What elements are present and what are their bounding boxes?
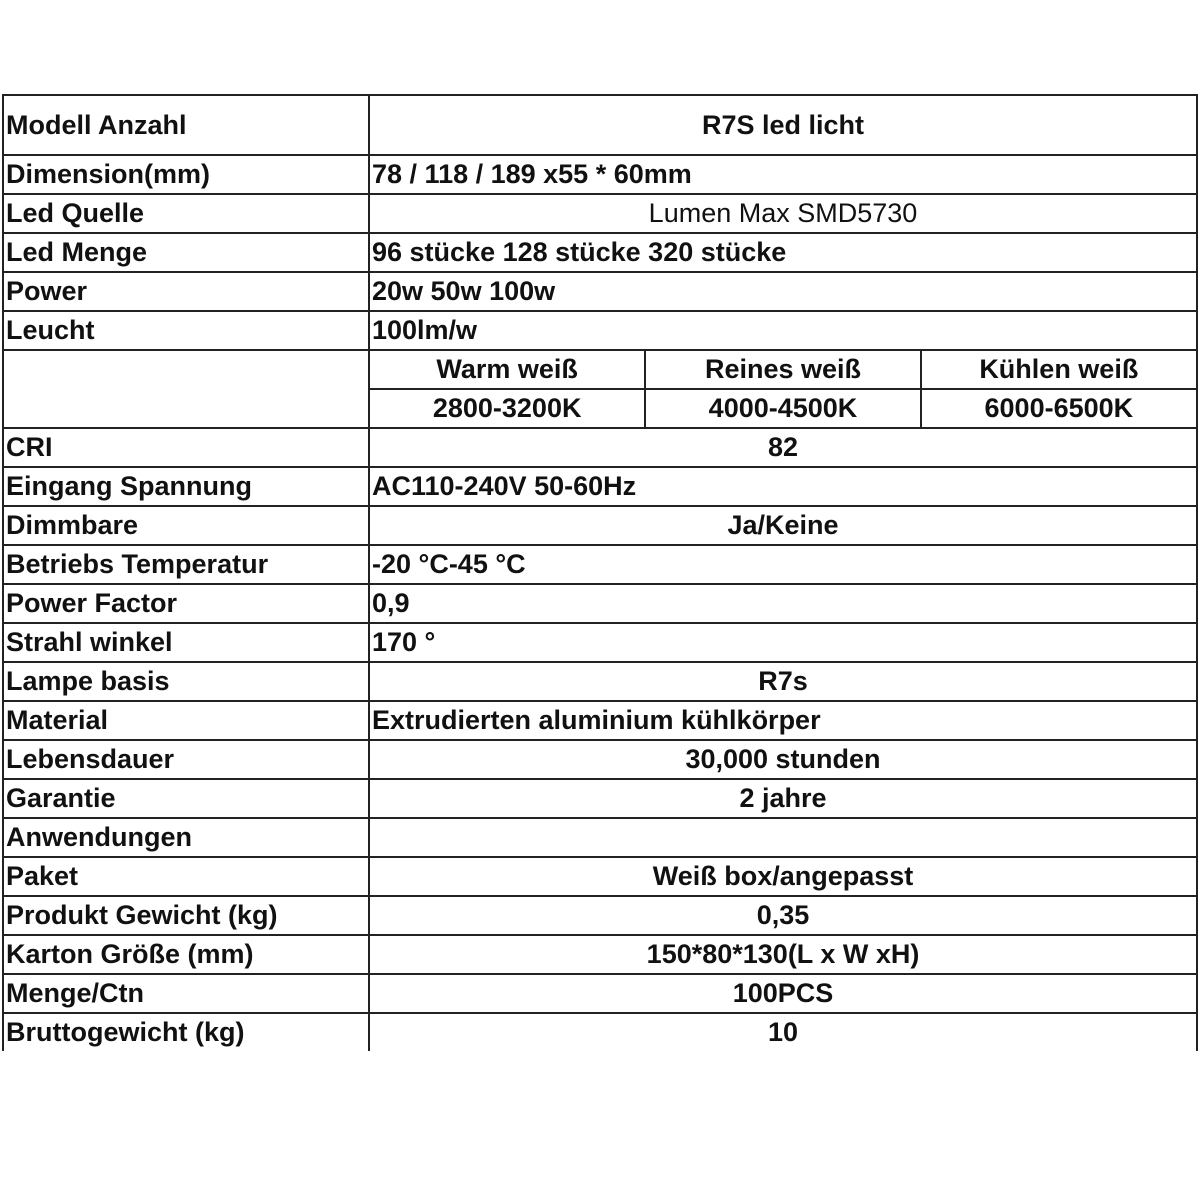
table-row: [3, 1013, 1197, 1051]
color-temp-ranges: [370, 389, 1196, 427]
color-temp-table: [370, 351, 1196, 427]
color-temp-name: Reines weiß: [645, 351, 920, 389]
table-row: [3, 194, 1197, 233]
row-value: 82: [369, 428, 1197, 467]
row-label: Leucht: [3, 311, 369, 350]
table-row: [3, 857, 1197, 896]
row-label: CRI: [3, 428, 369, 467]
table-row: [3, 740, 1197, 779]
color-temp-range: 4000-4500K: [645, 389, 920, 427]
table-row: [3, 974, 1197, 1013]
table-row: [3, 545, 1197, 584]
row-label: Dimension(mm): [3, 155, 369, 194]
row-label: Eingang Spannung: [3, 467, 369, 506]
row-value: 150*80*130(L x W xH): [369, 935, 1197, 974]
row-value: 100PCS: [369, 974, 1197, 1013]
row-value: 30,000 stunden: [369, 740, 1197, 779]
header-value: R7S led licht: [369, 95, 1197, 155]
row-value: 100lm/w: [369, 311, 1197, 350]
row-value: 10: [369, 1013, 1197, 1051]
color-temp-name: Kühlen weiß: [921, 351, 1196, 389]
row-value: -20 °C-45 °C: [369, 545, 1197, 584]
row-value: 96 stücke 128 stücke 320 stücke: [369, 233, 1197, 272]
row-value: R7s: [369, 662, 1197, 701]
row-value: 170 °: [369, 623, 1197, 662]
row-value: AC110-240V 50-60Hz: [369, 467, 1197, 506]
row-label: Karton Größe (mm): [3, 935, 369, 974]
row-value: 0,35: [369, 896, 1197, 935]
table-row: [3, 818, 1197, 857]
color-temp-label-empty: [3, 350, 369, 428]
row-label: Lebensdauer: [3, 740, 369, 779]
color-temp-range: 6000-6500K: [921, 389, 1196, 427]
row-value: 20w 50w 100w: [369, 272, 1197, 311]
row-label: Led Menge: [3, 233, 369, 272]
color-temp-row: [3, 350, 1197, 428]
row-value: 78 / 118 / 189 x55 * 60mm: [369, 155, 1197, 194]
row-label: Dimmbare: [3, 506, 369, 545]
header-label: Modell Anzahl: [3, 95, 369, 155]
row-label: Lampe basis: [3, 662, 369, 701]
table-row: [3, 428, 1197, 467]
color-temp-range: 2800-3200K: [432, 393, 582, 423]
table-row: [3, 155, 1197, 194]
row-label: Produkt Gewicht (kg): [3, 896, 369, 935]
table-row: [3, 896, 1197, 935]
row-value: Weiß box/angepasst: [369, 857, 1197, 896]
row-label: Menge/Ctn: [3, 974, 369, 1013]
table-row: [3, 233, 1197, 272]
row-label: Anwendungen: [3, 818, 369, 857]
row-label: Paket: [3, 857, 369, 896]
table-row: [3, 701, 1197, 740]
row-value: 0,9: [369, 584, 1197, 623]
table-row: [3, 935, 1197, 974]
color-temp-cell: [369, 350, 1197, 428]
row-value: Extrudierten aluminium kühlkörper: [369, 701, 1197, 740]
row-label: Power Factor: [3, 584, 369, 623]
color-temp-name: Warm weiß: [370, 351, 645, 389]
table-row: [3, 311, 1197, 350]
table-row: [3, 467, 1197, 506]
row-value: [369, 818, 1197, 857]
table-row: [3, 272, 1197, 311]
spec-table: [2, 94, 1198, 1051]
row-label: Bruttogewicht (kg): [3, 1013, 369, 1051]
row-label: Led Quelle: [3, 194, 369, 233]
row-label: Strahl winkel: [3, 623, 369, 662]
row-value: Ja/Keine: [369, 506, 1197, 545]
row-label: Betriebs Temperatur: [3, 545, 369, 584]
table-row: [3, 584, 1197, 623]
table-row: [3, 779, 1197, 818]
color-temp-names: [370, 351, 1196, 389]
table-row: [3, 623, 1197, 662]
row-label: Material: [3, 701, 369, 740]
row-label: Power: [3, 272, 369, 311]
row-value: Lumen Max SMD5730: [369, 194, 1197, 233]
table-row: [3, 662, 1197, 701]
table-row: [3, 506, 1197, 545]
row-label: Garantie: [3, 779, 369, 818]
table-header-row: [3, 95, 1197, 155]
row-value: 2 jahre: [369, 779, 1197, 818]
